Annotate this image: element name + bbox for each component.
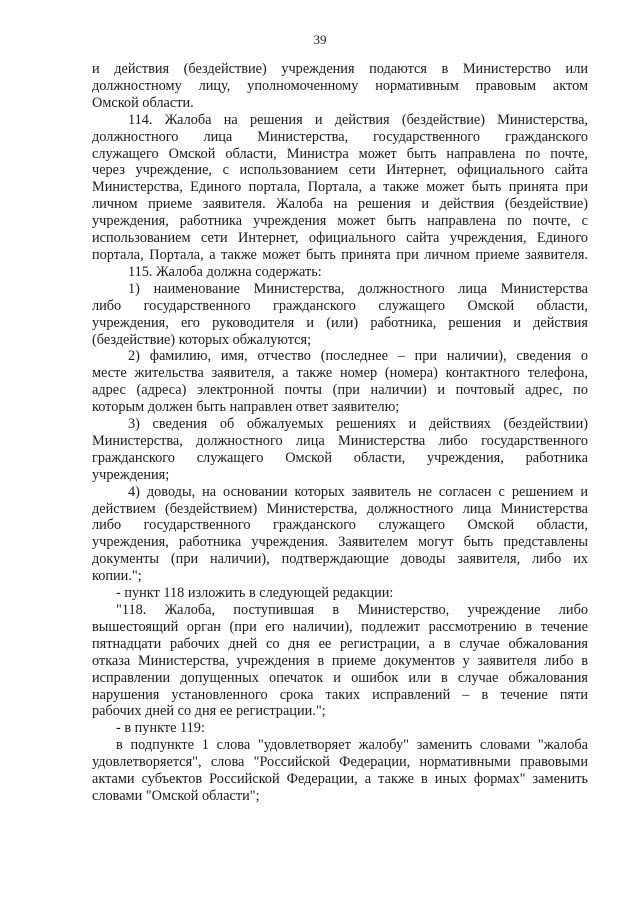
text-line: гражданского служащего Омской области, учреждения, работника [92,449,588,466]
text-line: либо государственного гражданского служащего Омской области, [92,517,588,534]
text-line: "118. Жалоба, поступившая в Министерство, учреждение либо [116,602,588,618]
text-line: актами субъектов Российской Федерации, а также в иных формах" заменить [92,771,588,788]
document-body [92,61,588,805]
text-line: портала, Портала, а также может быть принята при личном приеме заявителя. [92,246,588,263]
text-line: 114. Жалоба на решения и действия (бездействие) Министерства, [128,111,588,128]
text-line: пятнадцати рабочих дней со дня ее регистрации, а в случае обжалования [92,635,588,652]
text-line: либо государственного гражданского служащего Омской области, [92,297,588,314]
text-line: исправлении допущенных опечаток и ошибок или в случае обжалования [92,669,588,686]
text-line: действием (бездействием) Министерства, должностного лица Министерства [92,500,588,517]
text-line: - в пункте 119: [116,720,205,737]
text-line: адрес (адреса) электронной почты (при наличии) и почтовый адрес, по [92,382,588,399]
text-line: Министерства, Единого портала, Портала, а также может быть принята при [92,179,588,196]
text-line: 3) сведения об обжалуемых решениях и действиях (бездействии) [128,416,588,433]
text-line: рабочих дней со дня ее регистрации."; [92,703,326,720]
text-line: словами "Омской области"; [92,787,260,804]
text-line: Министерства, должностного лица Министерства либо государственного [92,432,588,449]
text-line: (бездействие) которых обжалуются; [92,331,312,348]
text-line: отказа Министерства, учреждения в приеме документов у заявителя либо в [92,652,588,669]
text-line: 4) доводы, на основании которых заявитель не согласен с решением и [128,483,588,500]
text-line: использованием сети Интернет, официального сайта учреждения, Единого [92,230,588,247]
text-line: учреждения, работника учреждения. Заявителем могут быть представлены [92,534,588,551]
text-line: должностного лица Министерства, государственного гражданского [92,128,588,145]
text-line: которым должен быть направлен ответ заявителю; [92,399,400,416]
text-line: и действия (бездействие) учреждения подаются в Министерство или [92,61,588,77]
text-line: документы (при наличии), подтверждающие доводы заявителя, либо их [92,551,588,568]
text-line: должностному лицу, уполномоченному нормативным правовым актом [92,77,588,94]
text-line: 2) фамилию, имя, отчество (последнее – при наличии), сведения о [128,348,588,365]
text-line: вышестоящий орган (при его наличии), подлежит рассмотрению в течение [92,618,588,635]
text-line: копии."; [92,568,142,585]
text-line: 1) наименование Министерства, должностного лица Министерства [128,280,588,297]
text-line: месте жительства заявителя, а также номер (номера) контактного телефона, [92,365,588,382]
text-line: учреждения, его руководителя и (или) работника, решения и действия [92,314,588,331]
page-number: 39 [313,32,327,47]
text-line: служащего Омской области, Министра может быть направлена по почте, [92,145,588,162]
text-line: через учреждение, с использованием сети Интернет, официального сайта [92,162,588,179]
text-line: удовлетворяется", слова "Российской Федерации, нормативными правовыми [92,754,588,771]
text-line: личном приеме заявителя. Жалоба на решения и действия (бездействие) [92,196,588,213]
text-line: нарушения установленного срока таких исправлений – в течение пяти [92,686,588,703]
text-line: 115. Жалоба должна содержать: [128,263,322,280]
text-line: - пункт 118 изложить в следующей редакции: [116,585,394,602]
text-line: Омской области. [92,94,194,111]
text-line: учреждения, работника учреждения может быть направлена по почте, с [92,213,588,230]
text-line: в подпункте 1 слова "удовлетворяет жалобу" заменить словами "жалоба [116,737,588,754]
text-line: учреждения; [92,466,170,483]
